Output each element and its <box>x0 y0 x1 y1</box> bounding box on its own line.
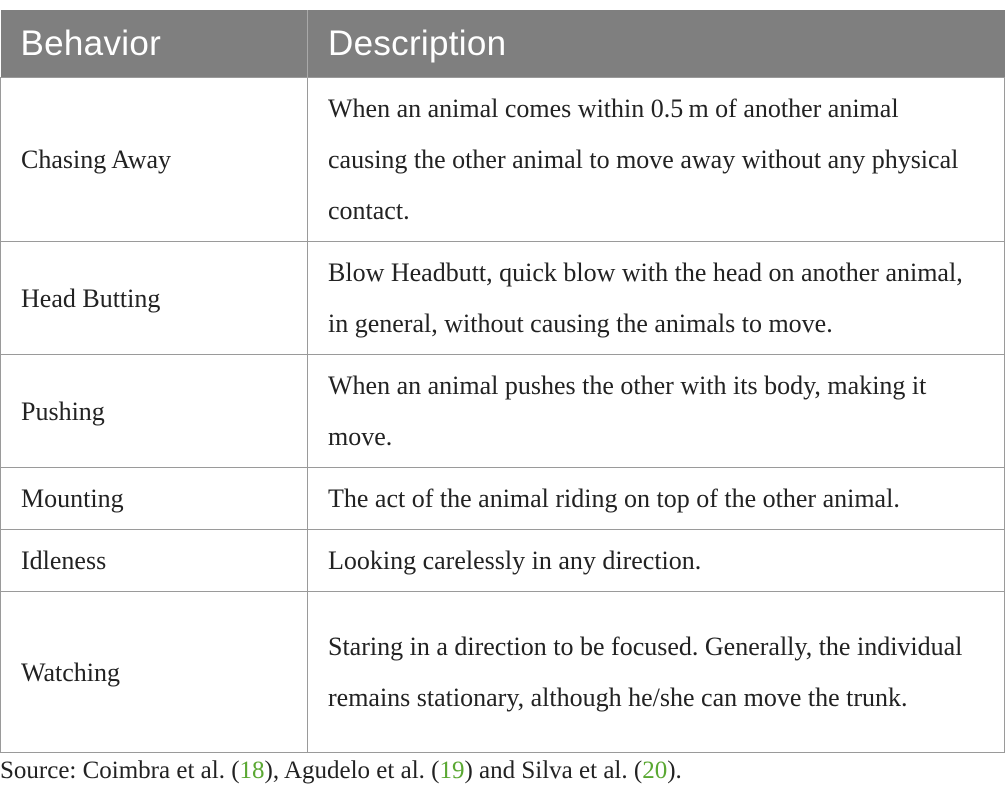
description-cell: When an animal pushes the other with its body, making it move. <box>308 355 1005 468</box>
description-cell: Blow Headbutt, quick blow with the head on another animal, in general, without causing the animals to move. <box>308 242 1005 355</box>
table-row <box>1 592 1005 753</box>
description-cell: Looking carelessly in any direction. <box>308 530 1005 592</box>
behavior-cell: Head Butting <box>1 242 308 355</box>
table-row <box>1 530 1005 592</box>
source-mid-1: ), Agudelo et al. ( <box>264 757 440 784</box>
behavior-cell: Watching <box>1 592 308 753</box>
header-description: Description <box>308 10 1005 78</box>
behavior-cell: Idleness <box>1 530 308 592</box>
behavior-cell: Pushing <box>1 355 308 468</box>
reference-link-18[interactable]: 18 <box>239 757 265 784</box>
table-row <box>1 242 1005 355</box>
source-note <box>0 757 682 785</box>
table-header-row <box>1 10 1005 78</box>
table-row <box>1 78 1005 242</box>
behavior-table-container <box>0 10 1004 753</box>
description-cell: The act of the animal riding on top of the other animal. <box>308 468 1005 530</box>
source-mid-2: ) and Silva et al. ( <box>464 757 643 784</box>
behavior-cell: Chasing Away <box>1 78 308 242</box>
table-row <box>1 468 1005 530</box>
source-suffix: ). <box>667 757 682 784</box>
description-cell: When an animal comes within 0.5 m of another animal causing the other animal to move away without any physical contact. <box>308 78 1005 242</box>
header-behavior: Behavior <box>1 10 308 78</box>
table-row <box>1 355 1005 468</box>
reference-link-19[interactable]: 19 <box>439 757 465 784</box>
behavior-cell: Mounting <box>1 468 308 530</box>
description-cell: Staring in a direction to be focused. Generally, the individual remains stationary, although he/she can move the trunk. <box>308 592 1005 753</box>
source-prefix: Source: Coimbra et al. ( <box>0 757 240 784</box>
reference-link-20[interactable]: 20 <box>642 757 668 784</box>
behavior-table <box>0 10 1005 753</box>
